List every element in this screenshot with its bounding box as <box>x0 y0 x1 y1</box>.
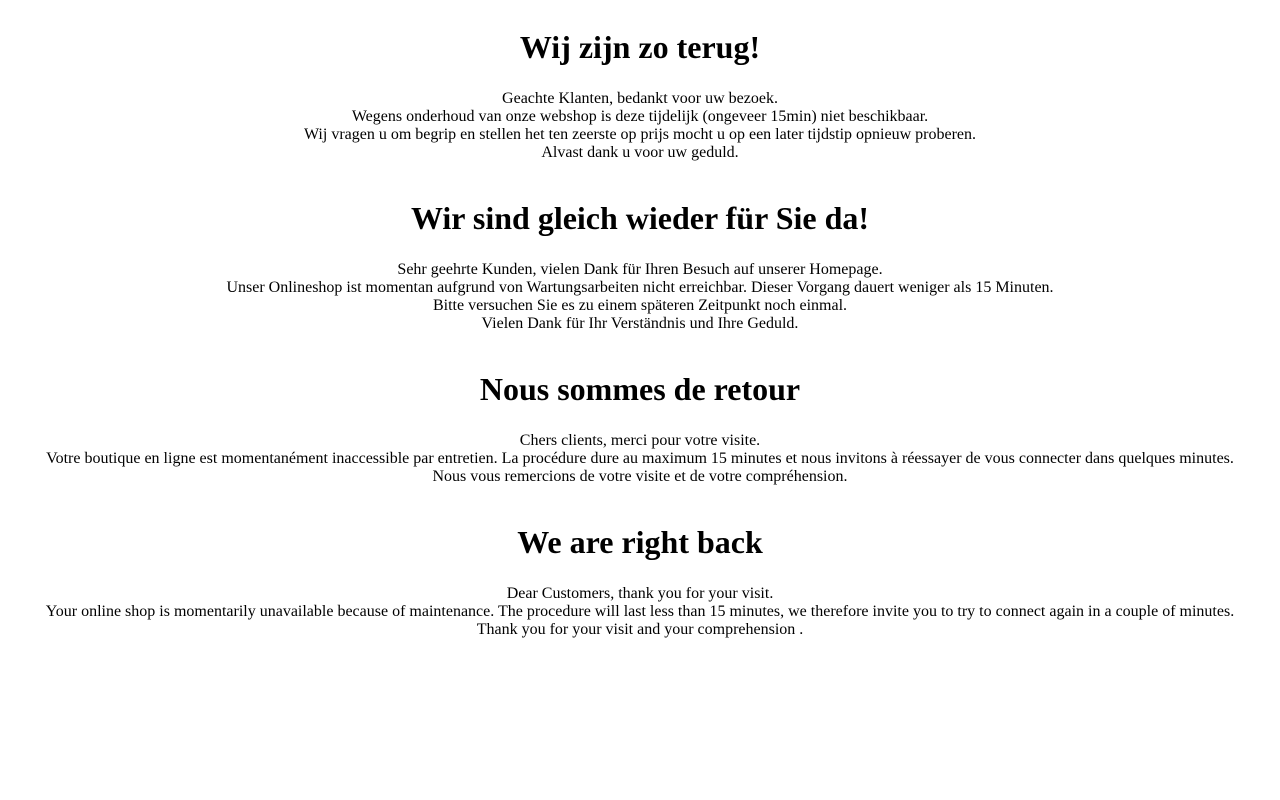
message-line: Nous vous remercions de votre visite et de votre compréhension. <box>432 468 848 485</box>
message-dutch <box>0 90 1280 162</box>
message-line: Sehr geehrte Kunden, vielen Dank für Ihren Besuch auf unserer Homepage. <box>397 261 883 278</box>
message-line: Bitte versuchen Sie es zu einem späteren Zeitpunkt noch einmal. <box>432 297 848 314</box>
message-line: Chers clients, merci pour votre visite. <box>519 432 761 449</box>
message-line: Geachte Klanten, bedankt voor uw bezoek. <box>502 90 778 107</box>
message-line: Dear Customers, thank you for your visit. <box>506 585 774 602</box>
message-line: Vielen Dank für Ihr Verständnis und Ihre Geduld. <box>481 315 799 332</box>
section-german <box>0 200 1280 333</box>
heading-dutch: Wij zijn zo terug! <box>519 29 761 65</box>
message-german <box>0 261 1280 333</box>
message-line: Unser Onlineshop ist momentan aufgrund von Wartungsarbeiten nicht erreichbar. Dieser Vorgang dauert weniger als 15 Minuten. <box>226 279 1054 296</box>
section-dutch <box>0 29 1280 162</box>
heading-german: Wir sind gleich wieder für Sie da! <box>410 200 870 236</box>
message-english <box>0 585 1280 639</box>
message-french <box>0 432 1280 486</box>
message-line: Votre boutique en ligne est momentanément inaccessible par entretien. La procédure dure au maximum 15 minutes et nous invitons à réessayer de vous connecter dans quelques minutes. <box>46 450 1234 467</box>
message-line: Thank you for your visit and your comprehension . <box>476 621 804 638</box>
message-line: Wegens onderhoud van onze webshop is deze tijdelijk (ongeveer 15min) niet beschikbaar. <box>351 108 929 125</box>
heading-french: Nous sommes de retour <box>479 371 801 407</box>
message-line: Alvast dank u voor uw geduld. <box>541 144 739 161</box>
section-french <box>0 371 1280 486</box>
message-line: Wij vragen u om begrip en stellen het ten zeerste op prijs mocht u op een later tijdstip opnieuw proberen. <box>303 126 977 143</box>
heading-english: We are right back <box>517 524 763 560</box>
section-english <box>0 524 1280 639</box>
message-line: Your online shop is momentarily unavailable because of maintenance. The procedure will last less than 15 minutes, we therefore invite you to try to connect again in a couple of minutes. <box>45 603 1235 620</box>
